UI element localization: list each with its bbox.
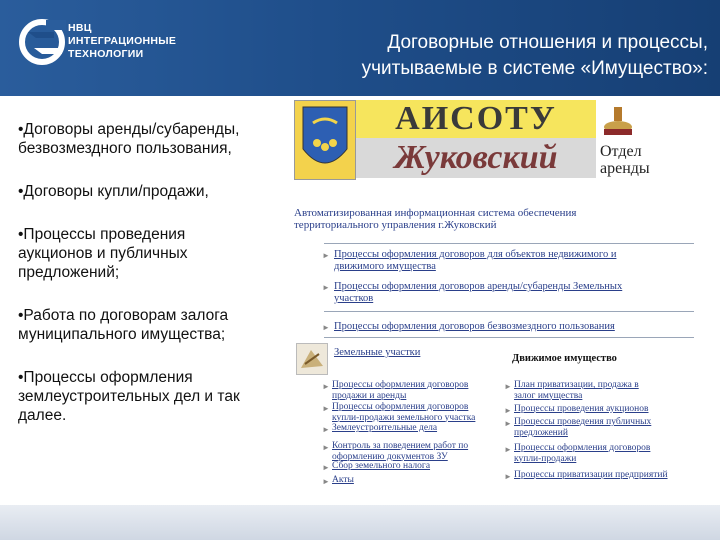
footer-bar xyxy=(0,505,720,540)
logo-line: НВЦ xyxy=(68,22,92,34)
land-link-line: Процессы оформления договоров xyxy=(332,402,469,412)
divider xyxy=(324,337,694,338)
land-link[interactable] xyxy=(332,402,475,423)
land-link-line: Сбор земельного налога xyxy=(332,461,431,471)
movable-link-line: Процессы проведения аукционов xyxy=(514,404,649,414)
bullet-arrow-icon: ► xyxy=(322,425,330,434)
coat-of-arms-icon xyxy=(294,100,356,180)
bullet-item xyxy=(18,182,288,201)
title-line: Договорные отношения и процессы, xyxy=(387,32,708,53)
bullet-arrow-icon: ► xyxy=(504,472,512,481)
header-banner xyxy=(0,0,720,96)
movable-link[interactable] xyxy=(514,404,649,415)
bullet-item xyxy=(18,120,288,158)
main-link[interactable] xyxy=(334,249,616,273)
bullet-arrow-icon: ► xyxy=(322,477,330,486)
title-line: учитываемые в системе «Имущество»: xyxy=(361,58,708,79)
bullet-item xyxy=(18,306,288,344)
website-screenshot xyxy=(290,97,710,497)
land-link[interactable] xyxy=(332,441,468,462)
department-label xyxy=(600,143,650,177)
movable-link[interactable] xyxy=(514,417,651,438)
movable-link-line: залог имущества xyxy=(514,390,583,401)
movable-link[interactable] xyxy=(514,380,639,401)
bullet-arrow-icon: ► xyxy=(504,406,512,415)
bullet-text: •Процессы оформления xyxy=(18,369,193,386)
bullet-text: •Договоры купли/продажи, xyxy=(18,183,209,200)
system-description xyxy=(294,207,694,231)
bullet-item xyxy=(18,368,288,425)
main-link-line: участков xyxy=(334,293,374,304)
banner-title: АИСОТУ xyxy=(395,100,557,137)
movable-link[interactable] xyxy=(514,470,668,481)
land-section-title[interactable]: Земельные участки xyxy=(334,347,421,358)
main-link-line: Процессы оформления договоров аренды/субаренды Земельных xyxy=(334,281,623,292)
bullet-text: безвозмездного пользования, xyxy=(18,140,232,157)
bullet-arrow-icon: ► xyxy=(322,443,330,452)
land-link-line: продажи и аренды xyxy=(332,390,407,401)
bullet-text: предложений; xyxy=(18,264,120,281)
system-line: территориального управления г.Жуковский xyxy=(294,219,497,231)
dept-line: аренды xyxy=(600,160,650,177)
dept-line: Отдел xyxy=(600,143,642,160)
land-link-line: Акты xyxy=(332,475,354,485)
logo-text xyxy=(68,22,176,61)
bullet-arrow-icon: ► xyxy=(322,283,330,292)
land-link[interactable] xyxy=(332,461,430,472)
divider xyxy=(324,311,694,312)
bullet-arrow-icon: ► xyxy=(322,251,330,260)
bullet-list xyxy=(18,120,288,449)
movable-section-title: Движимое имущество xyxy=(512,353,617,364)
main-link-line: Процессы оформления договоров для объектов недвижимого и xyxy=(334,249,617,260)
bullet-arrow-icon: ► xyxy=(322,463,330,472)
bullet-arrow-icon: ► xyxy=(504,382,512,391)
movable-link-line: Процессы проведения публичных xyxy=(514,417,652,427)
bullet-text: землеустроительных дел и так xyxy=(18,388,240,405)
bullet-item xyxy=(18,225,288,282)
bullet-arrow-icon: ► xyxy=(322,323,330,332)
land-plot-icon xyxy=(296,343,328,375)
movable-link-line: купли-продажи xyxy=(514,453,577,464)
bullet-text: •Договоры аренды/субаренды, xyxy=(18,121,240,138)
site-banner xyxy=(356,100,596,178)
land-link-line: купли-продажи земельного участка xyxy=(332,412,476,423)
movable-link-line: предложений xyxy=(514,427,568,438)
bullet-arrow-icon: ► xyxy=(322,404,330,413)
bullet-text: муниципального имущества; xyxy=(18,326,226,343)
system-line: Автоматизированная информационная система обеспечения xyxy=(294,207,577,219)
movable-link-line: Процессы оформления договоров xyxy=(514,443,651,453)
movable-link[interactable] xyxy=(514,443,650,464)
slide-title xyxy=(238,30,708,82)
bullet-text: •Работа по договорам залога xyxy=(18,307,229,324)
main-link-line: Процессы оформления договоров безвозмездного пользования xyxy=(334,321,615,332)
land-link[interactable] xyxy=(332,380,468,401)
land-link[interactable] xyxy=(332,475,354,486)
land-link[interactable] xyxy=(332,423,437,434)
land-link-line: Процессы оформления договоров xyxy=(332,380,469,390)
bullet-arrow-icon: ► xyxy=(322,382,330,391)
bullet-arrow-icon: ► xyxy=(504,445,512,454)
main-link[interactable] xyxy=(334,281,622,305)
bullet-text: далее. xyxy=(18,407,67,424)
banner-city: Жуковский xyxy=(356,138,596,178)
movable-link-line: План приватизации, продажа в xyxy=(514,380,639,390)
movable-link-line: Процессы приватизации предприятий xyxy=(514,470,668,480)
land-link-line: Землеустроительные дела xyxy=(332,423,438,433)
main-link-line: движимого имущества xyxy=(334,261,436,272)
bullet-text: аукционов и публичных xyxy=(18,245,188,262)
logo-line: ТЕХНОЛОГИИ xyxy=(68,48,144,60)
land-link-line: Контроль за поведением работ по xyxy=(332,441,469,451)
main-link[interactable] xyxy=(334,321,615,333)
bullet-arrow-icon: ► xyxy=(504,419,512,428)
land-link-line: оформлению документов ЗУ xyxy=(332,451,448,462)
divider xyxy=(324,243,694,244)
stamp-icon xyxy=(600,105,636,143)
logo-line: ИНТЕГРАЦИОННЫЕ xyxy=(68,35,177,47)
bullet-text: •Процессы проведения xyxy=(18,226,186,243)
